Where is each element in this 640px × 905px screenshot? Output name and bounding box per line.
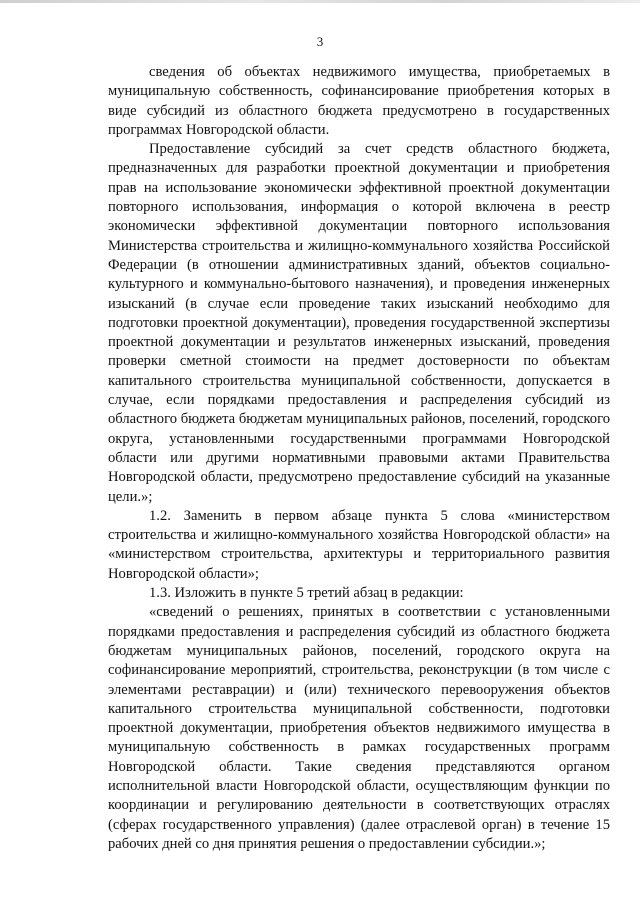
paragraph-subsidy-provision: Предоставление субсидий за счет средств областного бюджета, предназначенных для разработки проектной документации и приобретения прав на использование экономически эффективной проектной документации повторного использования, информация о которой включена в реестр экономически эффективной документации повторного использования Министерства строительства и жилищно-коммунального хозяйства Российской Федерации (в отношении административных зданий, объектов социально-культурного и коммунально-бытового назначения), и проведения инженерных изысканий (в случае если проведение таких изысканий необходимо для подготовки проектной документации), проведения государственной экспертизы проектной документации и результатов инженерных изысканий, проведения проверки сметной стоимости на предмет достоверности по объектам капитального строительства муниципальной собственности, допускается в случае, если порядками предоставления и распределения субсидий из областного бюджета бюджетам муниципальных районов, поселений, городского округа, установленными государственными программами Новгородской области или другими нормативными правовыми актами Правительства Новгородской области, предусмотрено предоставление субсидий на указанные цели.»; — [108, 141, 610, 505]
document-body — [108, 63, 610, 854]
paragraph-new-wording: «сведений о решениях, принятых в соответствии с установленными порядками предоставления и распределения субсидий из областного бюджета бюджетам муниципальных районов, поселений, городского округа на софинансирование мероприятий, строительства, реконструкции (в том числе с элементами реставрации) и (или) технического перевооружения объектов капитального строительства муниципальной собственности, подготовки проектной документации, приобретения объектов недвижимого имущества в муниципальную собственность в рамках государственных программ Новгородской области. Такие сведения представляются органом исполнительной власти Новгородской области, осуществляющим функции по координации и регулированию деятельности в соответствующих отраслях (сферах государственного управления) (далее отраслевой орган) в течение 15 рабочих дней со дня принятия решения о предоставлении субсидии.»; — [108, 604, 610, 852]
paragraph-1-continuation: сведения об объектах недвижимого имущества, приобретаемых в муниципальную собственность, софинансирование приобретения которых в виде субсидий из областного бюджета предусмотрено в государственных программах Новгородской области. — [108, 64, 610, 138]
page-number: 3 — [316, 34, 324, 49]
paragraph-item-1-2: 1.2. Заменить в первом абзаце пункта 5 слова «министерством строительства и жилищно-коммунального хозяйства Новгородской области» на «министерством строительства, архитектуры и территориального развития Новгородской области»; — [108, 507, 610, 582]
paragraph-item-1-3: 1.3. Изложить в пункте 5 третий абзац в редакции: — [149, 585, 464, 602]
scan-top-edge — [0, 0, 640, 3]
